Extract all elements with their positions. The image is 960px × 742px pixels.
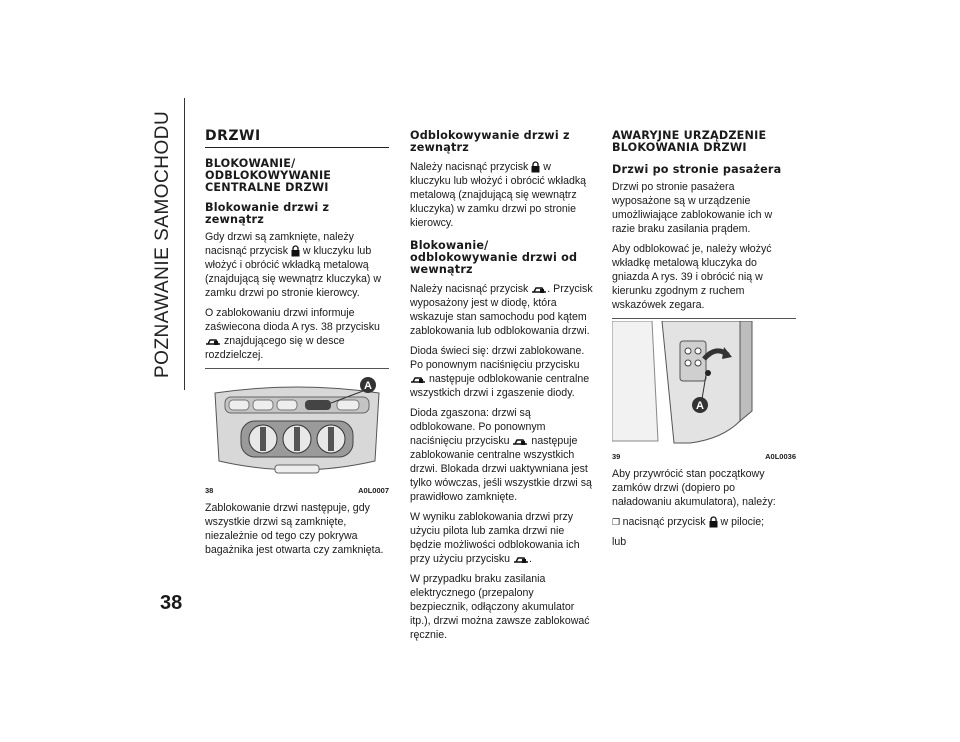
car-lock-button-icon: [205, 337, 221, 346]
paragraph: Dioda świeci się: drzwi zablokowane. Po ponownym naciśnięciu przycisku następuje odblokowanie centralne wszystkich drzwi i zgaszenie diody.: [410, 345, 590, 399]
column-2: [410, 128, 594, 648]
car-lock-button-icon: [512, 437, 528, 446]
paragraph: Dioda zgaszona: drzwi są odblokowane. Po ponownym naciśnięciu przycisku następuje zablokowanie centralne wszystkich drzwi. Blokada drzwi uaktywniana jest tylko wówczas, jeśli wszystkie drzwi są prawidłowo zamknięte.: [410, 407, 592, 503]
figure-number: 39: [612, 452, 621, 461]
page-number: 38: [160, 592, 183, 614]
heading-inside: Blokowanie/ odblokowywanie drzwi od wewnątrz: [410, 239, 578, 276]
heading-passenger-door: Drzwi po stronie pasażera: [612, 163, 782, 176]
car-lock-button-icon: [410, 375, 426, 384]
car-lock-button-icon: [531, 285, 547, 294]
heading-lock-outside: Blokowanie drzwi z zewnątrz: [205, 201, 330, 226]
paragraph: Aby przywrócić stan początkowy zamków drzwi (dopiero po naładowaniu akumulatora), należy:: [612, 468, 776, 508]
paragraph: Należy nacisnąć przycisk . Przycisk wyposażony jest w diodę, która wskazuje stan samochodu pod kątem zablokowania lub odblokowania drzwi.: [410, 283, 593, 337]
padlock-icon: [709, 516, 718, 528]
paragraph: Drzwi po stronie pasażera wyposażone są w urządzenie umożliwiające zablokowanie ich w razie braku zasilania prądem.: [612, 181, 773, 235]
paragraph: W przypadku braku zasilania elektrycznego (przepalony bezpiecznik, odłączony akumulator itp.), drzwi można zawsze zablokować ręcznie.: [410, 573, 590, 641]
side-divider: [184, 98, 185, 390]
paragraph: W wyniku zablokowania drzwi przy użyciu pilota lub zamka drzwi nie będzie możliwości odblokowania ich przy użyciu przycisku .: [410, 511, 580, 565]
heading-unlock-outside: Odblokowywanie drzwi z zewnątrz: [410, 129, 570, 154]
paragraph: lub: [612, 536, 627, 548]
car-lock-button-icon: [513, 555, 529, 564]
paragraph: Aby odblokować je, należy włożyć wkładkę metalową kluczyka do gniazda A rys. 39 i obrócić nią w kierunku zgodnym z ruchem wskazówek zegara.: [612, 243, 772, 311]
figure-code: A0L0036: [765, 452, 796, 461]
figure-callout-a: A: [364, 380, 372, 392]
paragraph: Gdy drzwi są zamknięte, należy nacisnąć przycisk w kluczyku lub włożyć i obrócić wkładką metalową (znajdującą się wewnątrz kluczyka) w zamku drzwi po stronie kierowcy.: [205, 231, 382, 299]
paragraph: Należy nacisnąć przycisk w kluczyku lub włożyć i obrócić wkładką metalową (znajdującą się wewnątrz kluczyka) w zamku drzwi po stronie kierowcy.: [410, 161, 587, 229]
figure-number: 38: [205, 486, 214, 495]
bullet-item: ❐ nacisnąć przycisk w pilocie;: [612, 515, 796, 529]
column-3: [612, 128, 796, 555]
figure-38: [205, 368, 389, 495]
figure-code: A0L0007: [358, 486, 389, 495]
paragraph: O zablokowaniu drzwi informuje zaświecona dioda A rys. 38 przycisku znajdującego się w desce rozdzielczej.: [205, 307, 380, 361]
section-title-drzwi: DRZWI: [205, 128, 389, 148]
column-1: [205, 128, 389, 563]
paragraph: Zablokowanie drzwi następuje, gdy wszystkie drzwi są zamknięte, niezależnie od tego czy pokrywa bagażnika jest otwarta czy zamknięta.: [205, 502, 384, 556]
padlock-icon: [291, 245, 300, 257]
heading-central-locking: BLOKOWANIE/ ODBLOKOWYWANIE CENTRALNE DRZWI: [205, 157, 332, 194]
dashboard-illustration: [205, 375, 389, 487]
figure-callout-a: A: [696, 400, 704, 412]
heading-emergency-lock: AWARYJNE URZĄDZENIE BLOKOWANIA DRZWI: [612, 129, 767, 154]
padlock-icon: [531, 161, 540, 173]
door-lock-illustration: [612, 321, 796, 449]
figure-39: [612, 318, 796, 461]
side-section-title: POZNAWANIE SAMOCHODU: [152, 110, 173, 378]
